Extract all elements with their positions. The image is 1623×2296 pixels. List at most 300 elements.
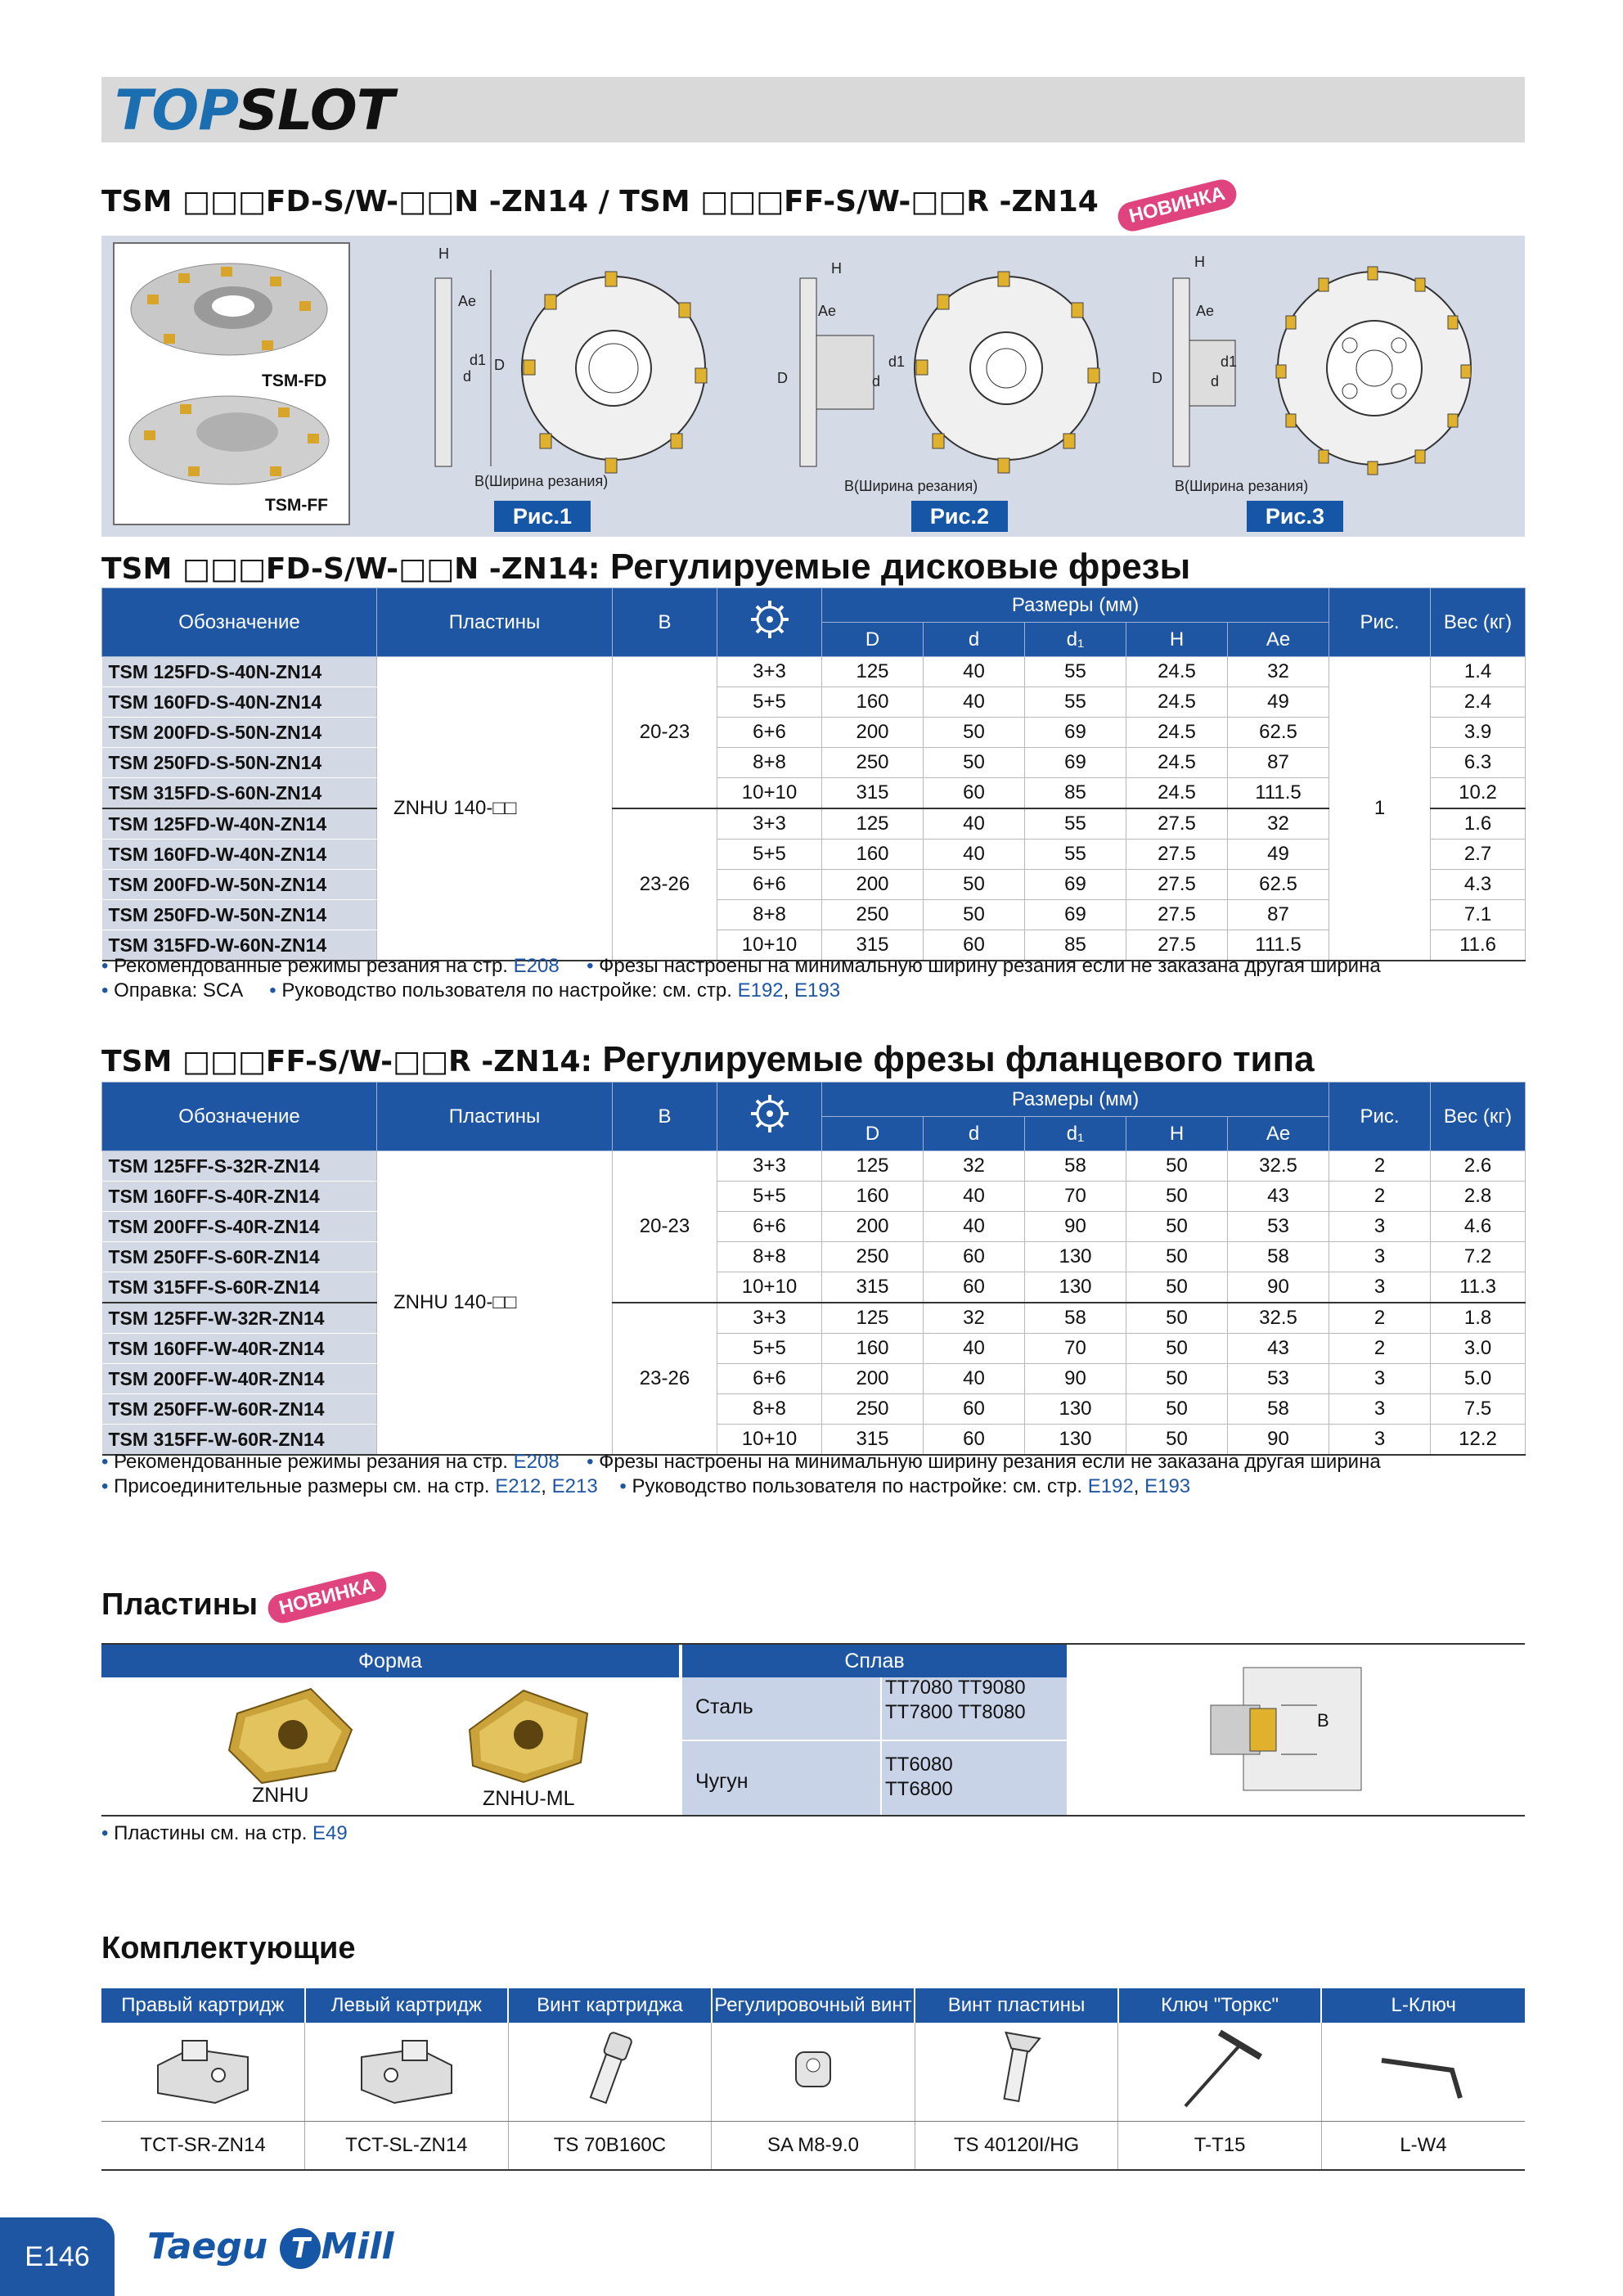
th-cartridge-screw: Винт картриджа (508, 1988, 712, 2023)
row-weight: 2.4 (1431, 687, 1526, 718)
row-cell: 11.3 (1431, 1272, 1526, 1303)
code-l-key: L-W4 (1321, 2122, 1525, 2171)
row-cell: 90 (1025, 1364, 1126, 1394)
brand-t-icon: T (280, 2228, 321, 2269)
row-designation: TSM 125FD-S-40N-ZN14 (102, 657, 377, 687)
left-cartridge-icon (353, 2033, 460, 2106)
cartridge-screw-cell (508, 2023, 712, 2122)
table-row (102, 687, 1526, 718)
row-designation: TSM 250FF-S-60R-ZN14 (102, 1242, 377, 1272)
th-sizes: Размеры (мм) (822, 588, 1329, 623)
alloy-steel-grades-2: TT7800 TT8080 (885, 1701, 1026, 1723)
row-cell: 90 (1025, 1212, 1126, 1242)
table-row (102, 1334, 1526, 1364)
fig2-D-label: D (777, 370, 788, 386)
row-cell: 32.5 (1228, 1151, 1329, 1182)
row-cell: 40 (924, 657, 1025, 687)
row-cell: 27.5 (1126, 840, 1228, 870)
alloy-col-divider (880, 1677, 882, 1817)
row-cell: 200 (822, 1364, 924, 1394)
row-cell: 62.5 (1228, 870, 1329, 900)
row-cell: 58 (1025, 1151, 1126, 1182)
row-cell: 3 (1329, 1364, 1431, 1394)
row-cell: 87 (1228, 748, 1329, 778)
th-torx-key: Ключ "Торкс" (1118, 1988, 1322, 2023)
row-cell: 40 (924, 687, 1025, 718)
row-cell: 40 (924, 808, 1025, 840)
row-cell: 50 (924, 870, 1025, 900)
table1-title: TSM □□□FD-S/W-□□N -ZN14: Регулируемые дисковые фрезы (101, 547, 1191, 587)
row-cell: 50 (924, 748, 1025, 778)
row-cell: 111.5 (1228, 778, 1329, 809)
row-designation: TSM 125FF-W-32R-ZN14 (102, 1303, 377, 1334)
table-row (102, 718, 1526, 748)
fig2-b-label: B(Ширина резания) (844, 478, 978, 494)
fig3-D-label: D (1152, 370, 1162, 386)
adjust-screw-icon (785, 2041, 842, 2098)
inserts-note: • Пластины см. на стр. E49 (101, 1822, 348, 1844)
row-cell: 55 (1025, 808, 1126, 840)
row-cell: 3+3 (717, 657, 822, 687)
fig2-h-label: H (831, 260, 842, 277)
insert-code: ZNHU 140-□□ (377, 657, 613, 961)
row-cell: 69 (1025, 900, 1126, 930)
row-cell: 24.5 (1126, 687, 1228, 718)
row-cell: 130 (1025, 1394, 1126, 1425)
row-cell: 2 (1329, 1303, 1431, 1334)
row-weight: 6.3 (1431, 748, 1526, 778)
torx-key-icon (1171, 2024, 1269, 2114)
row-cell: 40 (924, 1212, 1025, 1242)
row-designation: TSM 160FD-S-40N-ZN14 (102, 687, 377, 718)
row-cell: 53 (1228, 1212, 1329, 1242)
table-row (102, 1212, 1526, 1242)
fig1-d-label: d (463, 368, 472, 385)
topslot-logo: TOPSLOT (115, 79, 394, 143)
row-cell: 6+6 (717, 1212, 822, 1242)
code-right-cartridge: TCT-SR-ZN14 (101, 2122, 305, 2171)
row-cell: 32 (924, 1151, 1025, 1182)
insert-width-diagram (1203, 1664, 1366, 1795)
row-cell: 125 (822, 1303, 924, 1334)
row-cell: 2.8 (1431, 1182, 1526, 1212)
th-l-key: L-Ключ (1321, 1988, 1525, 2023)
row-cell: 7.2 (1431, 1242, 1526, 1272)
fig3-b-label: B(Ширина резания) (1175, 478, 1309, 494)
row-cell: 50 (1126, 1364, 1228, 1394)
row-cell: 160 (822, 1334, 924, 1364)
row-cell: 7.5 (1431, 1394, 1526, 1425)
row-cell: 90 (1228, 1272, 1329, 1303)
row-designation: TSM 125FF-S-32R-ZN14 (102, 1151, 377, 1182)
th-designation: Обозначение (102, 588, 377, 657)
row-cell: 24.5 (1126, 748, 1228, 778)
th-b: B (613, 588, 717, 657)
insert-diagram-b-label: B (1317, 1710, 1329, 1731)
fig3-h-label: H (1194, 254, 1205, 270)
row-cell: 111.5 (1228, 930, 1329, 961)
row-cell: 2.6 (1431, 1151, 1526, 1182)
row-cell: 50 (1126, 1303, 1228, 1334)
row-cell: 3 (1329, 1242, 1431, 1272)
cutters-fd-table (101, 588, 1526, 961)
row-cell: 315 (822, 1272, 924, 1303)
row-designation: TSM 250FD-S-50N-ZN14 (102, 748, 377, 778)
row-cell: 50 (1126, 1212, 1228, 1242)
insert-code: ZNHU 140-□□ (377, 1151, 613, 1456)
th-sizes: Размеры (мм) (822, 1083, 1329, 1117)
row-cell: 5+5 (717, 1182, 822, 1212)
row-cell: 50 (1126, 1272, 1228, 1303)
row-cell: 250 (822, 1242, 924, 1272)
row-cell: 40 (924, 840, 1025, 870)
insert-screw-icon (988, 2028, 1045, 2110)
row-cell: 130 (1025, 1272, 1126, 1303)
row-cell: 60 (924, 778, 1025, 809)
cutters-ff-table (101, 1082, 1526, 1456)
table-row (102, 900, 1526, 930)
row-designation: TSM 200FF-S-40R-ZN14 (102, 1212, 377, 1242)
row-designation: TSM 200FD-W-50N-ZN14 (102, 870, 377, 900)
row-cell: 250 (822, 748, 924, 778)
th-d: d (924, 1117, 1025, 1151)
th-d1: d₁ (1025, 623, 1126, 657)
inserts-bottom-rule (101, 1815, 1525, 1817)
row-cell: 70 (1025, 1334, 1126, 1364)
th-d1: d₁ (1025, 1117, 1126, 1151)
row-designation: TSM 250FD-W-50N-ZN14 (102, 900, 377, 930)
row-cell: 160 (822, 687, 924, 718)
table-row (102, 778, 1526, 809)
row-cell: 49 (1228, 687, 1329, 718)
table-row (102, 748, 1526, 778)
table-row (102, 870, 1526, 900)
fig1-D-label: D (494, 357, 505, 373)
row-cell: 53 (1228, 1364, 1329, 1394)
th-insert-screw: Винт пластины (915, 1988, 1118, 2023)
row-cell: 50 (1126, 1394, 1228, 1425)
table-row (102, 808, 1526, 840)
th-d: d (924, 623, 1025, 657)
code-torx-key: T-T15 (1118, 2122, 1322, 2171)
row-weight: 1.4 (1431, 657, 1526, 687)
row-cell: 10+10 (717, 930, 822, 961)
row-designation: TSM 160FF-S-40R-ZN14 (102, 1182, 377, 1212)
row-cell: 60 (924, 1272, 1025, 1303)
row-cell: 50 (1126, 1242, 1228, 1272)
th-inserts: Пластины (377, 1083, 613, 1151)
th-D: D (822, 623, 924, 657)
row-cell: 50 (1126, 1425, 1228, 1456)
row-cell: 55 (1025, 657, 1126, 687)
row-cell: 27.5 (1126, 900, 1228, 930)
inserts-new-badge: НОВИНКА (265, 1569, 389, 1627)
alloy-steel: Сталь (695, 1695, 753, 1718)
th-fig: Рис. (1329, 1083, 1431, 1151)
row-cell: 40 (924, 1334, 1025, 1364)
row-designation: TSM 315FF-W-60R-ZN14 (102, 1425, 377, 1456)
alloy-cast-iron: Чугун (695, 1770, 749, 1793)
row-cell: 5+5 (717, 1334, 822, 1364)
row-cell: 40 (924, 1182, 1025, 1212)
table-row (102, 1151, 1526, 1182)
row-cell: 8+8 (717, 900, 822, 930)
th-Ae: Ae (1228, 1117, 1329, 1151)
znhu-ml-insert-icon (458, 1681, 597, 1787)
row-cell: 60 (924, 1425, 1025, 1456)
row-weight: 3.9 (1431, 718, 1526, 748)
row-cell: 3+3 (717, 1151, 822, 1182)
new-badge: НОВИНКА (1115, 177, 1239, 235)
fig2-ae-label: Ae (818, 303, 837, 319)
code-adjust-screw: SA M8-9.0 (712, 2122, 915, 2171)
row-cell: 1.8 (1431, 1303, 1526, 1334)
row-cell: 3.0 (1431, 1334, 1526, 1364)
row-cell: 2 (1329, 1334, 1431, 1364)
fig3-drawing (1145, 245, 1489, 499)
row-weight: 4.3 (1431, 870, 1526, 900)
th-fig: Рис. (1329, 588, 1431, 657)
row-cell: 32.5 (1228, 1303, 1329, 1334)
row-weight: 2.7 (1431, 840, 1526, 870)
row-cell: 3 (1329, 1425, 1431, 1456)
code-insert-screw: TS 40120I/HG (915, 2122, 1118, 2171)
inserts-title: Пластины НОВИНКА (101, 1587, 388, 1623)
row-cell: 50 (1126, 1151, 1228, 1182)
row-cell: 69 (1025, 870, 1126, 900)
row-cell: 27.5 (1126, 870, 1228, 900)
brand-logo: Taegu T Mill (147, 2226, 394, 2267)
th-shape: Форма (101, 1645, 679, 1677)
row-cell: 43 (1228, 1334, 1329, 1364)
row-cell: 5+5 (717, 840, 822, 870)
row-cell: 58 (1228, 1242, 1329, 1272)
row-cell: 3 (1329, 1212, 1431, 1242)
row-cell: 62.5 (1228, 718, 1329, 748)
th-Ae: Ae (1228, 623, 1329, 657)
row-cell: 200 (822, 1212, 924, 1242)
row-cell: 60 (924, 1242, 1025, 1272)
alloy-cast-iron-grades-1: TT6080 (885, 1754, 953, 1776)
row-cell: 32 (1228, 808, 1329, 840)
row-cell: 3+3 (717, 808, 822, 840)
row-cell: 90 (1228, 1425, 1329, 1456)
b-range: 20-23 (613, 1151, 717, 1303)
row-cell: 58 (1025, 1303, 1126, 1334)
row-cell: 43 (1228, 1182, 1329, 1212)
th-inserts: Пластины (377, 588, 613, 657)
row-cell: 10+10 (717, 778, 822, 809)
row-cell: 10+10 (717, 1272, 822, 1303)
adjust-screw-cell (712, 2023, 915, 2122)
row-weight: 10.2 (1431, 778, 1526, 809)
table-row (102, 1364, 1526, 1394)
row-designation: TSM 250FF-W-60R-ZN14 (102, 1394, 377, 1425)
row-cell: 50 (1126, 1334, 1228, 1364)
row-cell: 6+6 (717, 718, 822, 748)
row-cell: 3+3 (717, 1303, 822, 1334)
row-cell: 250 (822, 900, 924, 930)
row-weight: 11.6 (1431, 930, 1526, 961)
row-weight: 1.6 (1431, 808, 1526, 840)
table-row (102, 657, 1526, 687)
row-cell: 50 (1126, 1182, 1228, 1212)
row-cell: 160 (822, 1182, 924, 1212)
fig2-d1-label: d1 (888, 353, 906, 370)
right-cartridge-cell (101, 2023, 305, 2122)
main-title: TSM □□□FD-S/W-□□N -ZN14 / TSM □□□FF-S/W-□□R -ZN14 НОВИНКА (101, 185, 1238, 220)
th-right-cartridge: Правый картридж (101, 1988, 305, 2023)
alloy-divider (682, 1740, 1067, 1741)
table-row (102, 1242, 1526, 1272)
row-cell: 315 (822, 1425, 924, 1456)
row-cell: 50 (924, 900, 1025, 930)
row-cell: 6+6 (717, 1364, 822, 1394)
alloy-cast-iron-grades-2: TT6800 (885, 1778, 953, 1800)
th-alloy: Сплав (682, 1645, 1067, 1677)
fig2-label: Рис.2 (911, 501, 1008, 532)
row-cell: 5+5 (717, 687, 822, 718)
row-cell: 85 (1025, 930, 1126, 961)
row-cell: 8+8 (717, 1394, 822, 1425)
th-H: H (1126, 1117, 1228, 1151)
row-weight: 7.1 (1431, 900, 1526, 930)
row-designation: TSM 315FD-W-60N-ZN14 (102, 930, 377, 961)
fig2-drawing (769, 245, 1113, 499)
insert-screw-cell (915, 2023, 1118, 2122)
row-cell: 125 (822, 808, 924, 840)
photo-label-ff: TSM-FF (265, 496, 328, 515)
row-cell: 60 (924, 930, 1025, 961)
l-key-icon (1370, 2033, 1477, 2106)
row-cell: 24.5 (1126, 778, 1228, 809)
teeth-icon (717, 1083, 822, 1151)
accessories-table (101, 1988, 1525, 2171)
fig3-ae-label: Ae (1196, 303, 1215, 319)
table2-title: TSM □□□FF-S/W-□□R -ZN14: Регулируемые фрезы фланцевого типа (101, 1039, 1315, 1079)
row-cell: 125 (822, 1151, 924, 1182)
row-cell: 8+8 (717, 1242, 822, 1272)
accessories-title: Комплектующие (101, 1931, 356, 1965)
table-row (102, 1272, 1526, 1303)
row-designation: TSM 315FF-S-60R-ZN14 (102, 1272, 377, 1303)
b-range: 23-26 (613, 1303, 717, 1455)
code-cartridge-screw: TS 70B160C (508, 2122, 712, 2171)
row-cell: 315 (822, 930, 924, 961)
page-number: E146 (0, 2217, 115, 2296)
row-cell: 6+6 (717, 870, 822, 900)
znhu-insert-icon (221, 1681, 360, 1787)
photo-label-fd: TSM-FD (262, 371, 327, 390)
row-cell: 40 (924, 1364, 1025, 1394)
fig1-b-label: B(Ширина резания) (474, 473, 609, 489)
row-cell: 130 (1025, 1425, 1126, 1456)
table2-note-1: • Рекомендованные режимы резания на стр. E208 • Фрезы настроены на минимальную ширину резания если не заказана другая ширина (101, 1451, 1381, 1473)
th-b: B (613, 1083, 717, 1151)
row-cell: 69 (1025, 718, 1126, 748)
row-cell: 24.5 (1126, 718, 1228, 748)
row-cell: 60 (924, 1394, 1025, 1425)
right-cartridge-icon (150, 2033, 256, 2106)
row-designation: TSM 200FF-W-40R-ZN14 (102, 1364, 377, 1394)
row-designation: TSM 160FF-W-40R-ZN14 (102, 1334, 377, 1364)
row-cell: 2 (1329, 1182, 1431, 1212)
table-row (102, 840, 1526, 870)
th-weight: Вес (кг) (1431, 588, 1526, 657)
row-cell: 27.5 (1126, 808, 1228, 840)
th-H: H (1126, 623, 1228, 657)
row-cell: 50 (924, 718, 1025, 748)
row-cell: 10+10 (717, 1425, 822, 1456)
teeth-icon (717, 588, 822, 657)
torx-key-cell (1118, 2023, 1322, 2122)
table-row (102, 1182, 1526, 1212)
fig1-h-label: H (438, 245, 449, 262)
row-cell: 250 (822, 1394, 924, 1425)
fig1-label: Рис.1 (494, 501, 591, 532)
cartridge-screw-icon (577, 2028, 642, 2110)
row-designation: TSM 160FD-W-40N-ZN14 (102, 840, 377, 870)
b-range: 23-26 (613, 808, 717, 961)
row-cell: 55 (1025, 687, 1126, 718)
row-cell: 4.6 (1431, 1212, 1526, 1242)
th-designation: Обозначение (102, 1083, 377, 1151)
fig1-ae-label: Ae (458, 293, 477, 309)
left-cartridge-cell (305, 2023, 509, 2122)
table2-note-2: • Присоединительные размеры см. на стр. E212, E213 • Руководство пользователя по настройке: см. стр. E192, E193 (101, 1475, 1191, 1497)
row-cell: 160 (822, 840, 924, 870)
row-cell: 200 (822, 870, 924, 900)
row-cell: 69 (1025, 748, 1126, 778)
fig1-d1-label: d1 (470, 352, 487, 368)
row-designation: TSM 125FD-W-40N-ZN14 (102, 808, 377, 840)
row-cell: 24.5 (1126, 657, 1228, 687)
fig2-d-label: d (872, 373, 881, 389)
row-cell: 27.5 (1126, 930, 1228, 961)
row-cell: 130 (1025, 1242, 1126, 1272)
row-cell: 70 (1025, 1182, 1126, 1212)
row-cell: 3 (1329, 1394, 1431, 1425)
th-D: D (822, 1117, 924, 1151)
table-row (102, 1303, 1526, 1334)
shape-label-znhu-ml: ZNHU-ML (483, 1787, 575, 1810)
row-designation: TSM 200FD-S-50N-ZN14 (102, 718, 377, 748)
row-cell: 2 (1329, 1151, 1431, 1182)
row-cell: 5.0 (1431, 1364, 1526, 1394)
row-cell: 49 (1228, 840, 1329, 870)
table-row (102, 1394, 1526, 1425)
table1-note-1: • Рекомендованные режимы резания на стр. E208 • Фрезы настроены на минимальную ширину резания если не заказана другая ширина (101, 955, 1381, 977)
fig3-label: Рис.3 (1247, 501, 1343, 532)
b-range: 20-23 (613, 657, 717, 809)
th-weight: Вес (кг) (1431, 1083, 1526, 1151)
th-adjust-screw: Регулировочный винт (712, 1988, 915, 2023)
row-cell: 32 (924, 1303, 1025, 1334)
row-cell: 3 (1329, 1272, 1431, 1303)
row-cell: 85 (1025, 778, 1126, 809)
row-cell: 55 (1025, 840, 1126, 870)
row-cell: 87 (1228, 900, 1329, 930)
th-left-cartridge: Левый картридж (305, 1988, 509, 2023)
alloy-steel-grades-1: TT7080 TT9080 (885, 1677, 1026, 1699)
fig3-d-label: d (1211, 373, 1220, 389)
row-cell: 125 (822, 657, 924, 687)
row-cell: 58 (1228, 1394, 1329, 1425)
row-cell: 8+8 (717, 748, 822, 778)
row-cell: 315 (822, 778, 924, 809)
l-key-cell (1321, 2023, 1525, 2122)
row-designation: TSM 315FD-S-60N-ZN14 (102, 778, 377, 809)
